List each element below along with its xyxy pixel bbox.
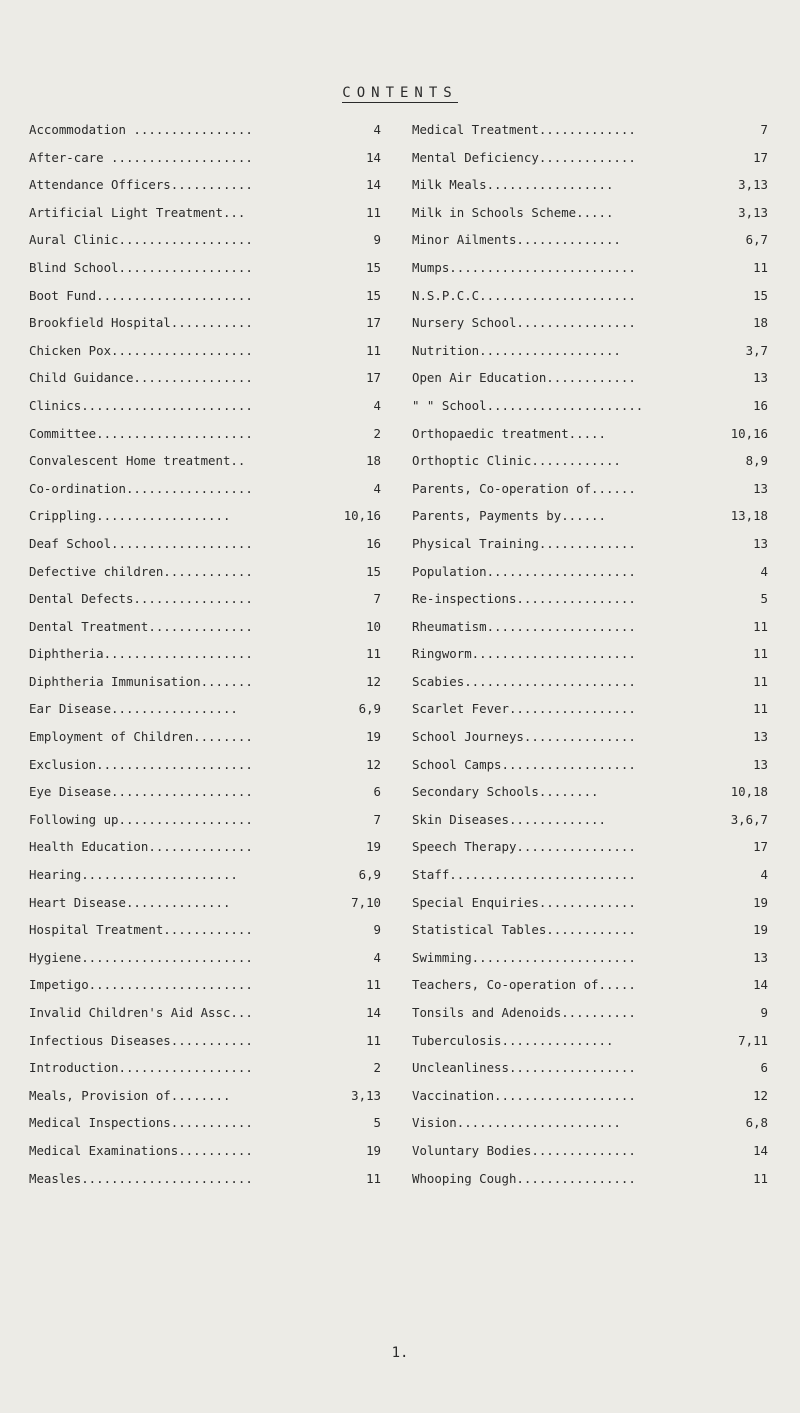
contents-entry (29, 426, 381, 454)
entry-text: Special Enquiries............. (412, 894, 636, 910)
entry-text: Tonsils and Adenoids.......... (412, 1005, 636, 1020)
entry-text: Deaf School................... (29, 535, 253, 551)
entry-text: Nutrition................... (412, 342, 621, 358)
entry-page: 6 (760, 1060, 768, 1076)
contents-entry (412, 205, 768, 233)
contents-entry (29, 1060, 381, 1088)
contents-entry (412, 701, 768, 729)
entry-page: 17 (366, 315, 381, 331)
entry-text: Brookfield Hospital........... (29, 315, 253, 331)
entry-page: 16 (753, 397, 768, 413)
contents-entry (29, 536, 381, 564)
entry-text: Health Education.............. (29, 839, 253, 855)
entry-page: 17 (366, 370, 381, 386)
entry-text: Minor Ailments.............. (412, 232, 621, 248)
contents-entry (412, 784, 768, 812)
contents-entry (412, 232, 768, 260)
contents-entry (412, 757, 768, 785)
entry-text: Diphtheria.................... (29, 646, 253, 662)
entry-page: 2 (373, 1060, 381, 1076)
contents-entry (29, 150, 381, 178)
entry-text: Hearing..................... (29, 867, 238, 883)
entry-text: Crippling.................. (29, 508, 231, 524)
contents-entry (412, 950, 768, 978)
entry-text: Dental Treatment.............. (29, 618, 253, 634)
page-title: CONTENTS (342, 85, 458, 101)
entry-page: 12 (753, 1087, 768, 1103)
entry-text: Convalescent Home treatment.. (29, 453, 246, 469)
entry-page: 10,16 (343, 508, 381, 524)
entry-text: Re-inspections................ (412, 591, 636, 607)
entry-page: 14 (366, 149, 381, 165)
contents-entry (29, 1115, 381, 1143)
entry-page: 19 (753, 922, 768, 938)
contents-entry (412, 839, 768, 867)
entry-text: Medical Inspections........... (29, 1115, 253, 1131)
entry-text: Hygiene....................... (29, 949, 253, 965)
contents-entry (412, 288, 768, 316)
contents-entry (29, 481, 381, 509)
entry-page: 12 (366, 756, 381, 772)
contents-entry (29, 288, 381, 316)
entry-text: Orthopaedic treatment..... (412, 425, 606, 441)
entry-text: Eye Disease................... (29, 784, 253, 800)
entry-page: 11 (366, 646, 381, 662)
entry-text: Teachers, Co-operation of..... (412, 977, 636, 993)
entry-text: Rheumatism.................... (412, 618, 636, 634)
entry-page: 7,11 (738, 1032, 768, 1048)
contents-entry (29, 839, 381, 867)
entry-page: 13 (753, 756, 768, 772)
contents-entry (29, 812, 381, 840)
contents-entry (29, 701, 381, 729)
entry-page: 18 (366, 453, 381, 469)
contents-entry (29, 950, 381, 978)
entry-text: Ear Disease................. (29, 701, 238, 717)
entry-text: " " School..................... (412, 397, 644, 413)
entry-text: Mental Deficiency............. (412, 149, 636, 165)
contents-entry (412, 398, 768, 426)
entry-text: Employment of Children........ (29, 729, 253, 745)
entry-page: 11 (366, 1170, 381, 1186)
entry-page: 14 (753, 977, 768, 993)
entry-text: After-care ................... (29, 149, 253, 165)
entry-page: 9 (373, 232, 381, 248)
contents-entry (412, 812, 768, 840)
entry-text: Measles....................... (29, 1170, 253, 1186)
entry-text: Voluntary Bodies.............. (412, 1142, 636, 1158)
entry-page: 15 (366, 287, 381, 303)
entry-page: 4 (373, 949, 381, 965)
contents-entry (29, 177, 381, 205)
entry-text: Infectious Diseases........... (29, 1032, 253, 1048)
entry-text: Invalid Children's Aid Assc... (29, 1005, 253, 1020)
entry-page: 4 (760, 563, 768, 579)
entry-text: Aural Clinic.................. (29, 232, 253, 248)
entry-text: Milk in Schools Scheme..... (412, 204, 614, 220)
entry-text: Speech Therapy................ (412, 839, 636, 855)
contents-entry (412, 536, 768, 564)
entry-page: 19 (366, 1142, 381, 1158)
entry-page: 15 (753, 287, 768, 303)
entry-page: 11 (366, 1032, 381, 1048)
contents-entry (29, 757, 381, 785)
entry-text: Secondary Schools........ (412, 784, 599, 800)
contents-entry (29, 619, 381, 647)
entry-page: 6,8 (745, 1115, 768, 1131)
contents-entry (412, 370, 768, 398)
entry-page: 13,18 (730, 508, 768, 524)
entry-page: 9 (760, 1005, 768, 1020)
contents-entry (412, 922, 768, 950)
entry-text: Following up.................. (29, 811, 253, 827)
contents-entry (412, 867, 768, 895)
page-number: 1. (391, 1345, 409, 1361)
contents-entry (29, 398, 381, 426)
contents-entry (412, 619, 768, 647)
entry-page: 11 (753, 701, 768, 717)
contents-entry (412, 1033, 768, 1061)
entry-text: Diphtheria Immunisation....... (29, 673, 253, 689)
entry-page: 3,7 (745, 342, 768, 358)
entry-text: Uncleanliness................. (412, 1060, 636, 1076)
contents-entry (412, 895, 768, 923)
contents-entry (29, 922, 381, 950)
contents-entry (412, 1005, 768, 1033)
entry-page: 3,6,7 (730, 811, 768, 827)
entry-page: 11 (753, 618, 768, 634)
contents-entry (412, 1060, 768, 1088)
contents-entry (412, 1143, 768, 1171)
entry-text: Swimming...................... (412, 949, 636, 965)
contents-entry (412, 564, 768, 592)
entry-page: 3,13 (738, 177, 768, 193)
entry-page: 5 (373, 1115, 381, 1131)
contents-entry (412, 1115, 768, 1143)
entry-page: 7,10 (351, 894, 381, 910)
entry-page: 16 (366, 535, 381, 551)
entry-text: School Journeys............... (412, 729, 636, 745)
entry-page: 19 (753, 894, 768, 910)
entry-text: Whooping Cough................ (412, 1170, 636, 1186)
contents-entry (412, 122, 768, 150)
entry-text: Clinics....................... (29, 397, 253, 413)
entry-page: 13 (753, 480, 768, 496)
entry-page: 6,9 (358, 701, 381, 717)
contents-entry (412, 150, 768, 178)
entry-page: 5 (760, 591, 768, 607)
entry-text: Statistical Tables............ (412, 922, 636, 938)
entry-page: 15 (366, 563, 381, 579)
entry-page: 6 (373, 784, 381, 800)
entry-page: 12 (366, 673, 381, 689)
entry-page: 6,9 (358, 867, 381, 883)
entry-text: Parents, Payments by...... (412, 508, 606, 524)
entry-page: 10,18 (730, 784, 768, 800)
entry-page: 11 (366, 977, 381, 993)
contents-entry (29, 370, 381, 398)
entry-text: Defective children............ (29, 563, 253, 579)
entry-page: 7 (373, 591, 381, 607)
entry-page: 18 (753, 315, 768, 331)
entry-page: 14 (753, 1142, 768, 1158)
entry-page: 11 (753, 259, 768, 275)
contents-entry (29, 343, 381, 371)
entry-text: Orthoptic Clinic............ (412, 453, 621, 469)
entry-page: 13 (753, 535, 768, 551)
entry-text: Nursery School................ (412, 315, 636, 331)
entry-page: 11 (753, 1170, 768, 1186)
entry-text: Staff......................... (412, 867, 636, 883)
entry-text: Ringworm...................... (412, 646, 636, 662)
entry-text: Tuberculosis............... (412, 1032, 614, 1048)
entry-page: 10 (366, 618, 381, 634)
entry-page: 14 (366, 177, 381, 193)
entry-text: Mumps......................... (412, 259, 636, 275)
contents-entry (412, 315, 768, 343)
contents-entry (412, 481, 768, 509)
entry-page: 15 (366, 259, 381, 275)
entry-page: 11 (366, 342, 381, 358)
contents-entry (412, 260, 768, 288)
contents-entry (412, 426, 768, 454)
contents-entry (29, 508, 381, 536)
contents-entry (29, 1171, 381, 1199)
contents-entry (29, 1005, 381, 1033)
entry-text: Scabies....................... (412, 673, 636, 689)
entry-text: Skin Diseases............. (412, 811, 606, 827)
contents-entry (29, 315, 381, 343)
contents-entry (29, 1088, 381, 1116)
contents-entry (412, 1088, 768, 1116)
entry-text: Physical Training............. (412, 535, 636, 551)
contents-entry (29, 1143, 381, 1171)
entry-page: 13 (753, 370, 768, 386)
entry-text: Dental Defects................ (29, 591, 253, 607)
entry-page: 4 (760, 867, 768, 883)
contents-column-left (29, 122, 381, 1198)
entry-page: 11 (753, 673, 768, 689)
entry-text: Artificial Light Treatment... (29, 204, 246, 220)
contents-entry (29, 232, 381, 260)
contents-entry (29, 674, 381, 702)
entry-page: 11 (366, 204, 381, 220)
contents-entry (412, 646, 768, 674)
contents-entry (29, 867, 381, 895)
entry-text: Scarlet Fever................. (412, 701, 636, 717)
entry-text: Medical Treatment............. (412, 122, 636, 137)
contents-entry (29, 646, 381, 674)
entry-text: Exclusion..................... (29, 756, 253, 772)
contents-entry (412, 977, 768, 1005)
entry-page: 13 (753, 729, 768, 745)
entry-text: Heart Disease.............. (29, 894, 231, 910)
contents-entry (29, 977, 381, 1005)
entry-page: 11 (753, 646, 768, 662)
entry-page: 19 (366, 839, 381, 855)
contents-entry (412, 453, 768, 481)
entry-text: Chicken Pox................... (29, 342, 253, 358)
entry-text: Meals, Provision of........ (29, 1087, 231, 1103)
contents-entry (29, 591, 381, 619)
contents-entry (29, 260, 381, 288)
entry-page: 10,16 (730, 425, 768, 441)
entry-text: Parents, Co-operation of...... (412, 480, 636, 496)
entry-page: 13 (753, 949, 768, 965)
entry-text: School Camps.................. (412, 756, 636, 772)
entry-text: Vaccination................... (412, 1087, 636, 1103)
entry-text: Committee..................... (29, 425, 253, 441)
entry-text: Attendance Officers........... (29, 177, 253, 193)
entry-text: Child Guidance................ (29, 370, 253, 386)
entry-text: Hospital Treatment............ (29, 922, 253, 938)
entry-page: 7 (373, 811, 381, 827)
entry-text: Impetigo...................... (29, 977, 253, 993)
entry-text: Milk Meals................. (412, 177, 614, 193)
entry-text: Accommodation ................ (29, 122, 253, 137)
entry-text: Blind School.................. (29, 259, 253, 275)
entry-page: 6,7 (745, 232, 768, 248)
entry-page: 9 (373, 922, 381, 938)
contents-entry (29, 205, 381, 233)
entry-page: 17 (753, 149, 768, 165)
contents-entry (29, 784, 381, 812)
entry-page: 7 (760, 122, 768, 137)
contents-entry (29, 564, 381, 592)
entry-page: 2 (373, 425, 381, 441)
contents-entry (29, 453, 381, 481)
contents-entry (412, 729, 768, 757)
contents-entry (412, 591, 768, 619)
entry-text: Medical Examinations.......... (29, 1142, 253, 1158)
contents-entry (29, 895, 381, 923)
entry-text: Vision...................... (412, 1115, 621, 1131)
contents-entry (412, 674, 768, 702)
entry-text: Introduction.................. (29, 1060, 253, 1076)
entry-text: Co-ordination................. (29, 480, 253, 496)
contents-column-right (412, 122, 768, 1198)
contents-entry (412, 508, 768, 536)
entry-text: N.S.P.C.C..................... (412, 287, 636, 303)
contents-entry (412, 1171, 768, 1199)
contents-entry (412, 177, 768, 205)
entry-page: 4 (373, 122, 381, 137)
contents-entry (29, 729, 381, 757)
contents-entry (29, 122, 381, 150)
contents-entry (412, 343, 768, 371)
entry-page: 19 (366, 729, 381, 745)
entry-page: 4 (373, 397, 381, 413)
contents-entry (29, 1033, 381, 1061)
entry-page: 8,9 (745, 453, 768, 469)
entry-page: 3,13 (738, 204, 768, 220)
entry-text: Open Air Education............ (412, 370, 636, 386)
entry-page: 4 (373, 480, 381, 496)
entry-page: 3,13 (351, 1087, 381, 1103)
entry-text: Population.................... (412, 563, 636, 579)
entry-page: 17 (753, 839, 768, 855)
entry-text: Boot Fund..................... (29, 287, 253, 303)
entry-page: 14 (366, 1005, 381, 1020)
